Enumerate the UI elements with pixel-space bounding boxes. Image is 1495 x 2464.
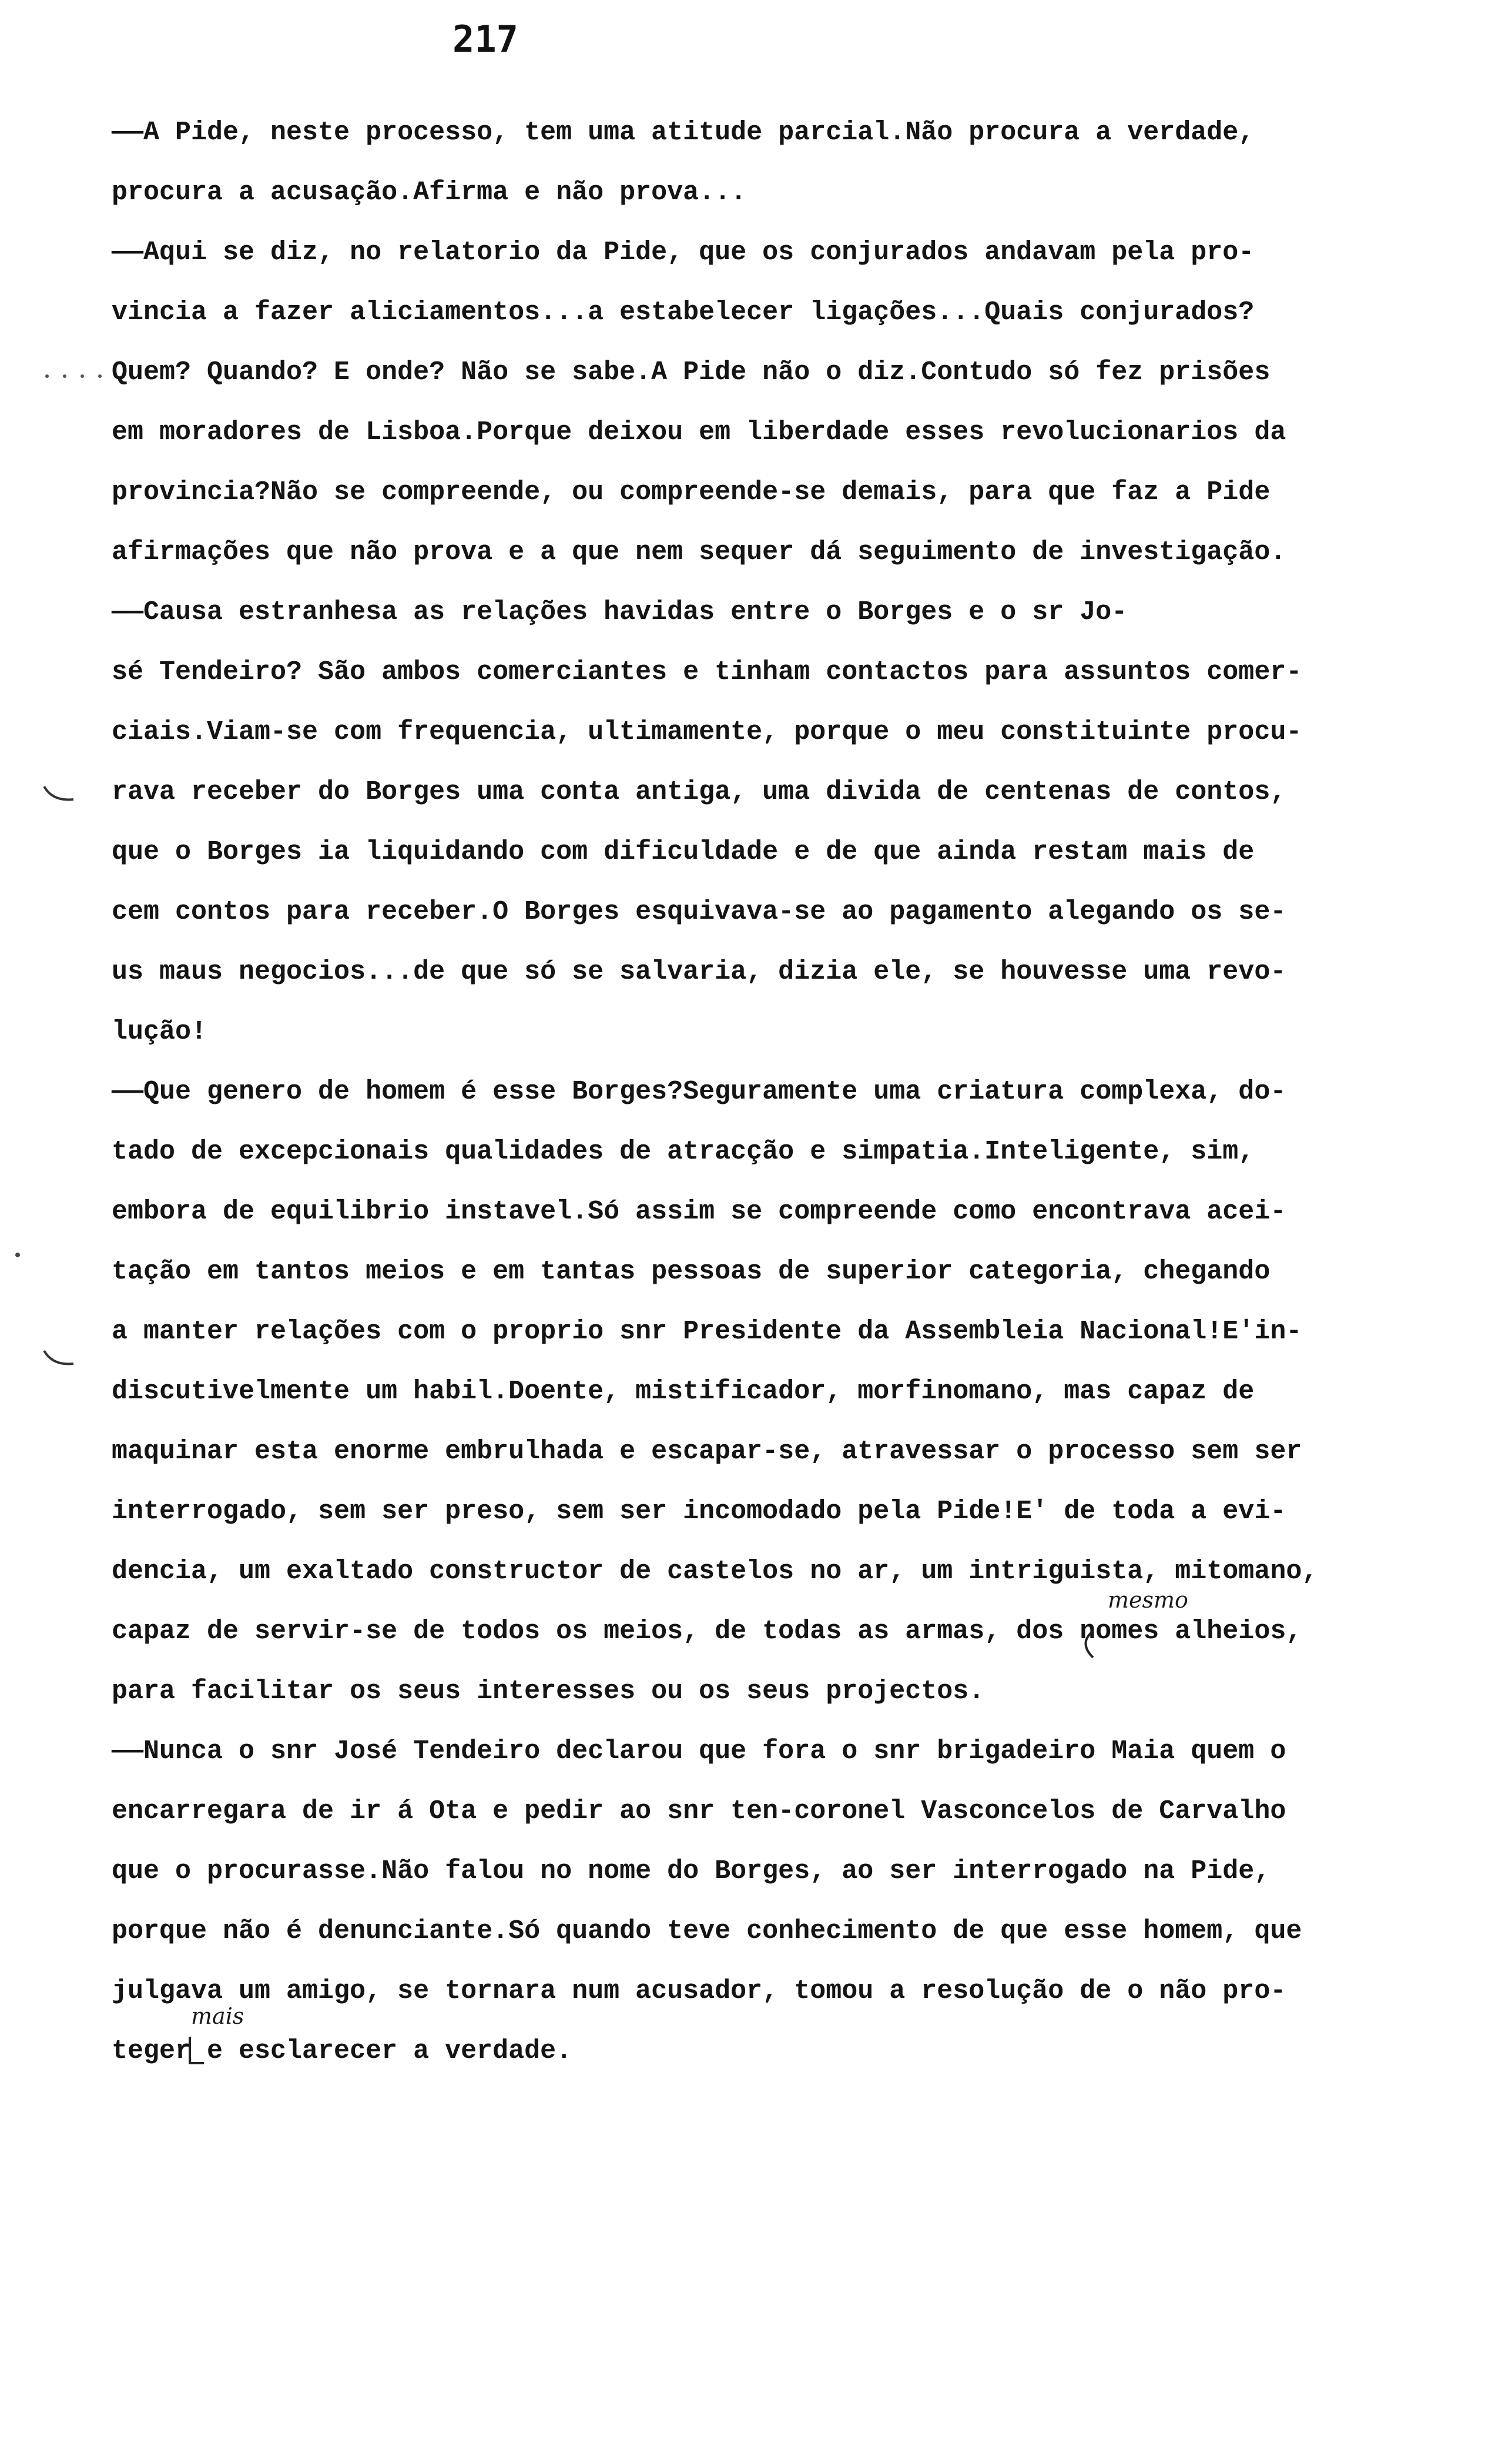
text-line: capaz de servir-se de todos os meios, de todas as armas, dos nomes alheios, bbox=[112, 1616, 1302, 1646]
text-line: em moradores de Lisboa.Porque deixou em liberdade esses revolucionarios da bbox=[112, 417, 1286, 447]
typed-text-body bbox=[112, 103, 1446, 2081]
text-line: tação em tantos meios e em tantas pessoas de superior categoria, chegando bbox=[112, 1257, 1271, 1287]
margin-bracket-mark bbox=[41, 782, 76, 805]
insertion-caret-mark bbox=[185, 2034, 209, 2069]
text-line: Quem? Quando? E onde? Não se sabe.A Pide não o diz.Contudo só fez prisões bbox=[112, 357, 1271, 387]
text-line: dencia, um exaltado constructor de castelos no ar, um intriguista, mitomano, bbox=[112, 1556, 1318, 1586]
text-line: procura a acusação.Afirma e não prova... bbox=[112, 178, 747, 207]
margin-dots-mark bbox=[41, 370, 112, 382]
margin-bracket-mark bbox=[41, 1346, 76, 1370]
text-line: ——Aqui se diz, no relatorio da Pide, que os conjurados andavam pela pro- bbox=[112, 237, 1255, 267]
text-line: vincia a fazer aliciamentos...a estabelecer ligações...Quais conjurados? bbox=[112, 297, 1255, 327]
text-line: a manter relações com o proprio snr Presidente da Assembleia Nacional!E'in- bbox=[112, 1317, 1302, 1347]
text-line: porque não é denunciante.Só quando teve conhecimento de que esse homem, que bbox=[112, 1916, 1302, 1946]
handwritten-insertion-mesmo: mesmo bbox=[1108, 1587, 1188, 1613]
text-line: ciais.Viam-se com frequencia, ultimamente, porque o meu constituinte procu- bbox=[112, 717, 1302, 747]
text-line: lução! bbox=[112, 1017, 207, 1047]
text-line: que o procurasse.Não falou no nome do Borges, ao ser interrogado na Pide, bbox=[112, 1856, 1271, 1886]
text-line: embora de equilibrio instavel.Só assim se compreende como encontrava acei- bbox=[112, 1197, 1286, 1227]
text-line: maquinar esta enorme embrulhada e escapar-se, atravessar o processo sem ser bbox=[112, 1437, 1302, 1467]
text-line: sé Tendeiro? São ambos comerciantes e tinham contactos para assuntos comer- bbox=[112, 657, 1302, 687]
text-line: encarregara de ir á Ota e pedir ao snr ten-coronel Vasconcelos de Carvalho bbox=[112, 1796, 1286, 1826]
text-line: interrogado, sem ser preso, sem ser incomodado pela Pide!E' de toda a evi- bbox=[112, 1497, 1286, 1526]
text-line: ——Que genero de homem é esse Borges?Seguramente uma criatura complexa, do- bbox=[112, 1077, 1286, 1107]
text-line: rava receber do Borges uma conta antiga, uma divida de centenas de contos, bbox=[112, 777, 1286, 807]
text-line: ——A Pide, neste processo, tem uma atitude parcial.Não procura a verdade, bbox=[112, 118, 1255, 148]
text-line: cem contos para receber.O Borges esquivava-se ao pagamento alegando os se- bbox=[112, 897, 1286, 927]
margin-dot-mark bbox=[12, 1249, 24, 1261]
insertion-caret-mark bbox=[1075, 1628, 1099, 1663]
text-line: provincia?Não se compreende, ou compreende-se demais, para que faz a Pide bbox=[112, 477, 1271, 507]
text-line: que o Borges ia liquidando com dificuldade e de que ainda restam mais de bbox=[112, 837, 1255, 867]
text-line: ——Causa estranhesa as relações havidas entre o Borges e o sr Jo- bbox=[112, 597, 1128, 627]
text-line: ——Nunca o snr José Tendeiro declarou que fora o snr brigadeiro Maia quem o bbox=[112, 1736, 1286, 1766]
text-line: discutivelmente um habil.Doente, mistificador, morfinomano, mas capaz de bbox=[112, 1377, 1255, 1407]
text-line: tado de excepcionais qualidades de atracção e simpatia.Inteligente, sim, bbox=[112, 1137, 1255, 1167]
handwritten-insertion-mais: mais bbox=[191, 2003, 244, 2029]
text-line: afirmações que não prova e a que nem sequer dá seguimento de investigação. bbox=[112, 537, 1286, 567]
text-line: teger e esclarecer a verdade. bbox=[112, 2036, 572, 2066]
text-line: julgava um amigo, se tornara num acusador, tomou a resolução de o não pro- bbox=[112, 1976, 1286, 2006]
page-number: 217 bbox=[452, 18, 518, 61]
text-line: para facilitar os seus interesses ou os seus projectos. bbox=[112, 1676, 985, 1706]
text-line: us maus negocios...de que só se salvaria, dizia ele, se houvesse uma revo- bbox=[112, 957, 1286, 987]
